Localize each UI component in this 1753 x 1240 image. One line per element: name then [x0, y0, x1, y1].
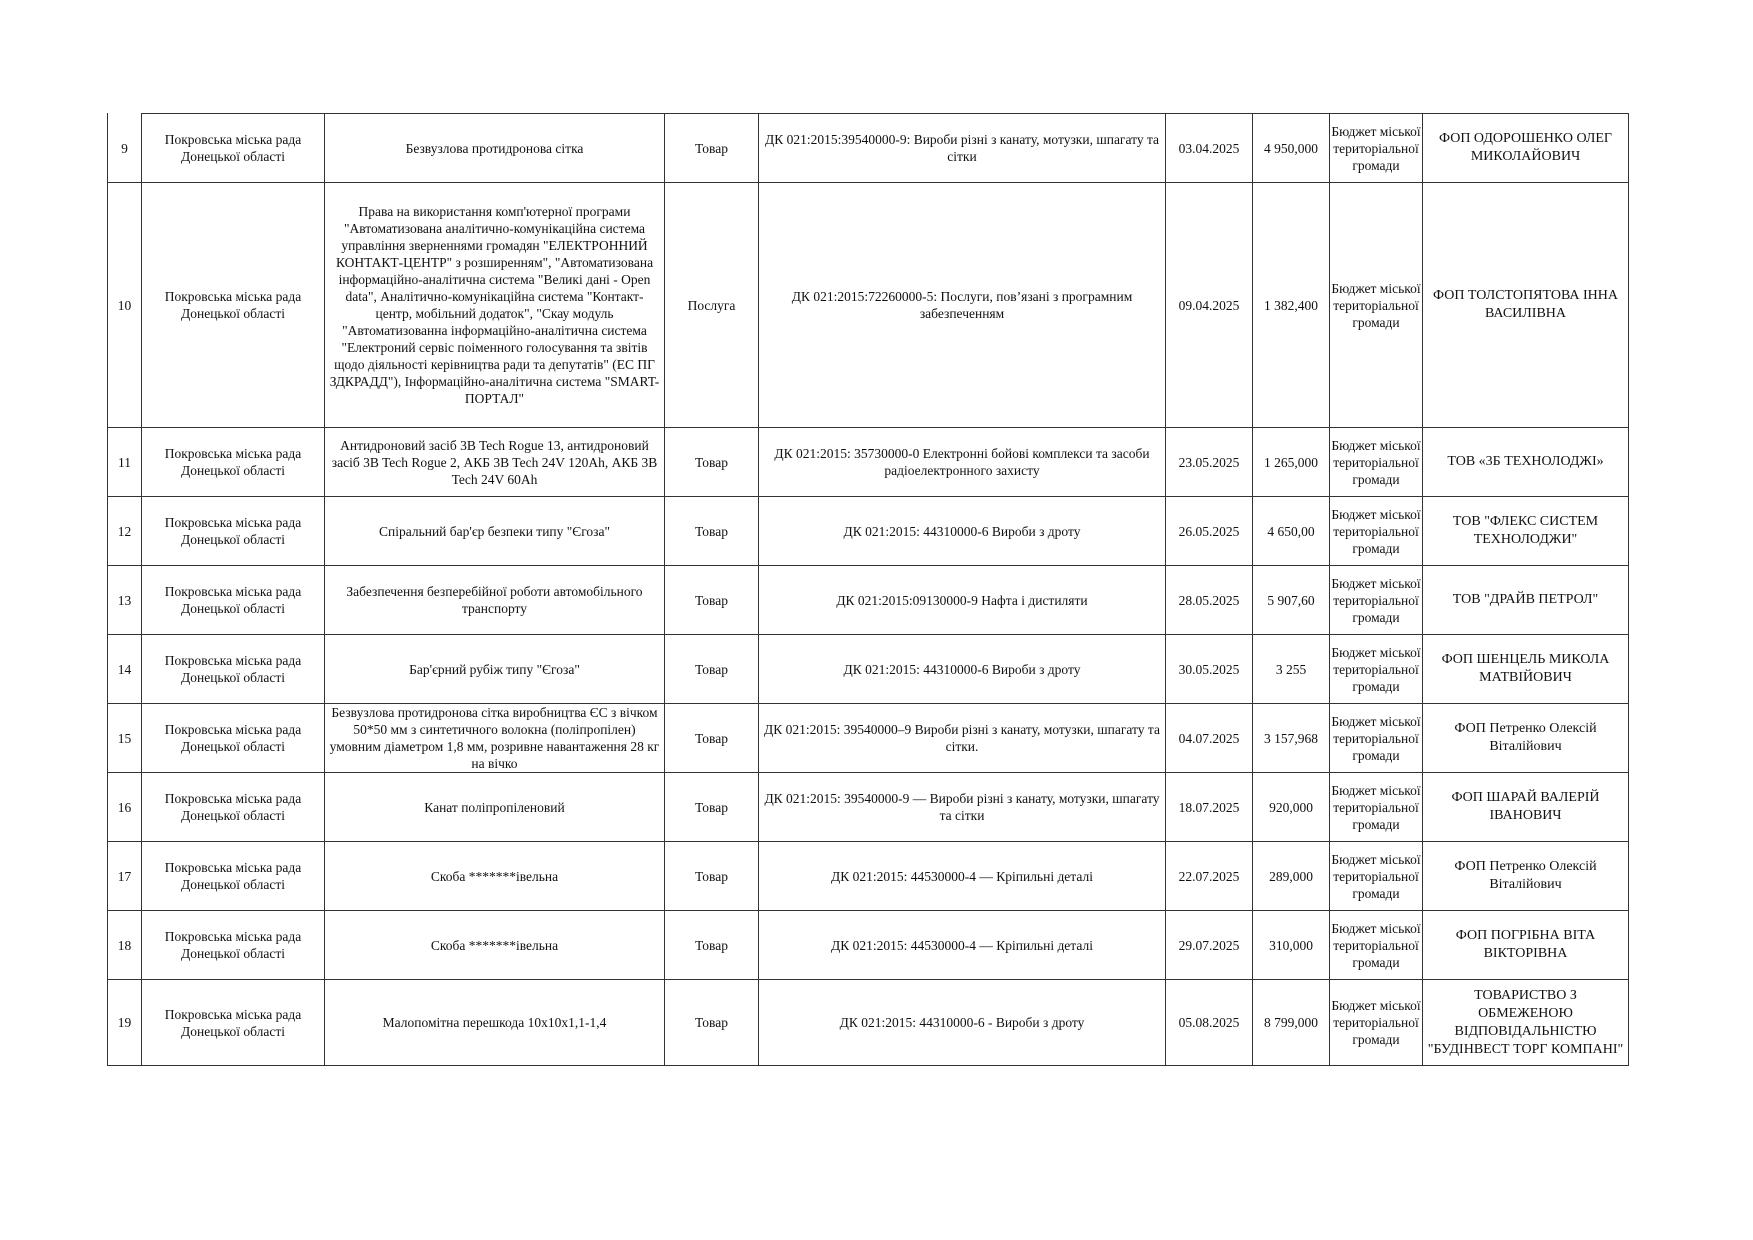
amount-cell: 3 255 [1253, 635, 1330, 704]
row-number: 19 [108, 980, 142, 1066]
funding-source-cell: Бюджет міської територіальної громади [1330, 980, 1423, 1066]
subject-cell: Малопомітна перешкода 10х10х1,1-1,4 [325, 980, 665, 1066]
table-row [108, 428, 1629, 497]
type-cell: Товар [665, 428, 759, 497]
customer-cell: Покровська міська рада Донецької області [142, 497, 325, 566]
customer-cell: Покровська міська рада Донецької області [142, 566, 325, 635]
customer-cell: Покровська міська рада Донецької області [142, 114, 325, 183]
amount-cell: 920,000 [1253, 773, 1330, 842]
amount-cell: 1 265,000 [1253, 428, 1330, 497]
date-cell: 29.07.2025 [1166, 911, 1253, 980]
supplier-cell: ТОВ "ФЛЕКС СИСТЕМ ТЕХНОЛОДЖИ" [1423, 497, 1629, 566]
row-number: 12 [108, 497, 142, 566]
table-row [108, 911, 1629, 980]
subject-cell: Права на використання комп'ютерної програми "Автоматизована аналітично-комунікаційна система управління зверненнями громадян "ЕЛЕКТРОННИЙ КОНТАКТ-ЦЕНТР" з розширенням", "Автоматизована інформаційно-аналітична система "Великі дані - Open data", Аналітично-комунікаційна система "Контакт-центр, мобільний додаток", "Скау модуль "Автоматизованна інформаційно-аналітична система "Електроний сервіс поіменного голосування та звітів щодо діяльності керівництва ради та депутатів" (ЕС ПГ ЗДКРАДД"), Інформаційно-аналітична система "SMART-ПОРТАЛ" [325, 183, 665, 428]
row-number: 15 [108, 704, 142, 773]
funding-source-cell: Бюджет міської територіальної громади [1330, 114, 1423, 183]
row-number: 18 [108, 911, 142, 980]
date-cell: 30.05.2025 [1166, 635, 1253, 704]
funding-source-cell: Бюджет міської територіальної громади [1330, 635, 1423, 704]
cpv-code-cell: ДК 021:2015: 44310000-6 - Вироби з дроту [759, 980, 1166, 1066]
date-cell: 03.04.2025 [1166, 114, 1253, 183]
table-body [108, 114, 1629, 1066]
funding-source-cell: Бюджет міської територіальної громади [1330, 704, 1423, 773]
amount-cell: 4 650,00 [1253, 497, 1330, 566]
customer-cell: Покровська міська рада Донецької області [142, 704, 325, 773]
type-cell: Товар [665, 911, 759, 980]
supplier-cell: ФОП ОДОРОШЕНКО ОЛЕГ МИКОЛАЙОВИЧ [1423, 114, 1629, 183]
subject-cell: Антидроновий засіб 3B Tech Rogue 13, антидроновий засіб 3B Tech Rogue 2, АКБ 3B Tech 24V 120Ah, АКБ 3B Tech 24V 60Ah [325, 428, 665, 497]
row-number: 11 [108, 428, 142, 497]
funding-source-cell: Бюджет міської територіальної громади [1330, 911, 1423, 980]
supplier-cell: ФОП ШЕНЦЕЛЬ МИКОЛА МАТВІЙОВИЧ [1423, 635, 1629, 704]
row-number: 16 [108, 773, 142, 842]
amount-cell: 8 799,000 [1253, 980, 1330, 1066]
subject-cell: Безвузлова протидронова сітка [325, 114, 665, 183]
date-cell: 05.08.2025 [1166, 980, 1253, 1066]
procurement-table [107, 113, 1629, 1066]
table-row [108, 635, 1629, 704]
funding-source-cell: Бюджет міської територіальної громади [1330, 773, 1423, 842]
cpv-code-cell: ДК 021:2015: 44310000-6 Вироби з дроту [759, 497, 1166, 566]
table-row [108, 497, 1629, 566]
amount-cell: 289,000 [1253, 842, 1330, 911]
subject-cell: Канат поліпропіленовий [325, 773, 665, 842]
cpv-code-cell: ДК 021:2015:72260000-5: Послуги, пов’язані з програмним забезпеченням [759, 183, 1166, 428]
amount-cell: 3 157,968 [1253, 704, 1330, 773]
supplier-cell: ТОВАРИСТВО З ОБМЕЖЕНОЮ ВІДПОВІДАЛЬНІСТЮ "БУДІНВЕСТ ТОРГ КОМПАНІ" [1423, 980, 1629, 1066]
supplier-cell: ТОВ "ДРАЙВ ПЕТРОЛ" [1423, 566, 1629, 635]
date-cell: 18.07.2025 [1166, 773, 1253, 842]
subject-cell: Забезпечення безперебійної роботи автомобільного транспорту [325, 566, 665, 635]
cpv-code-cell: ДК 021:2015: 44530000-4 — Кріпильні деталі [759, 842, 1166, 911]
date-cell: 23.05.2025 [1166, 428, 1253, 497]
table-row [108, 842, 1629, 911]
type-cell: Товар [665, 773, 759, 842]
type-cell: Товар [665, 704, 759, 773]
row-number: 9 [108, 114, 142, 183]
supplier-cell: ТОВ «3Б ТЕХНОЛОДЖІ» [1423, 428, 1629, 497]
customer-cell: Покровська міська рада Донецької області [142, 842, 325, 911]
subject-cell: Спіральний бар'єр безпеки типу "Єгоза" [325, 497, 665, 566]
customer-cell: Покровська міська рада Донецької області [142, 911, 325, 980]
amount-cell: 1 382,400 [1253, 183, 1330, 428]
customer-cell: Покровська міська рада Донецької області [142, 635, 325, 704]
amount-cell: 5 907,60 [1253, 566, 1330, 635]
row-number: 14 [108, 635, 142, 704]
amount-cell: 4 950,000 [1253, 114, 1330, 183]
funding-source-cell: Бюджет міської територіальної громади [1330, 842, 1423, 911]
amount-cell: 310,000 [1253, 911, 1330, 980]
subject-cell: Бар'єрний рубіж типу "Єгоза" [325, 635, 665, 704]
table-row [108, 704, 1629, 773]
type-cell: Товар [665, 842, 759, 911]
row-number: 10 [108, 183, 142, 428]
cpv-code-cell: ДК 021:2015:39540000-9: Вироби різні з канату, мотузки, шпагату та сітки [759, 114, 1166, 183]
cpv-code-cell: ДК 021:2015: 44310000-6 Вироби з дроту [759, 635, 1166, 704]
funding-source-cell: Бюджет міської територіальної громади [1330, 428, 1423, 497]
row-number: 17 [108, 842, 142, 911]
date-cell: 28.05.2025 [1166, 566, 1253, 635]
date-cell: 04.07.2025 [1166, 704, 1253, 773]
customer-cell: Покровська міська рада Донецької області [142, 428, 325, 497]
funding-source-cell: Бюджет міської територіальної громади [1330, 497, 1423, 566]
cpv-code-cell: ДК 021:2015: 39540000–9 Вироби різні з канату, мотузки, шпагату та сітки. [759, 704, 1166, 773]
subject-cell: Скоба *******івельна [325, 911, 665, 980]
type-cell: Товар [665, 566, 759, 635]
type-cell: Товар [665, 980, 759, 1066]
customer-cell: Покровська міська рада Донецької області [142, 980, 325, 1066]
cpv-code-cell: ДК 021:2015: 44530000-4 — Кріпильні деталі [759, 911, 1166, 980]
table-row [108, 980, 1629, 1066]
table-row [108, 114, 1629, 183]
supplier-cell: ФОП ТОЛСТОПЯТОВА ІННА ВАСИЛІВНА [1423, 183, 1629, 428]
date-cell: 26.05.2025 [1166, 497, 1253, 566]
customer-cell: Покровська міська рада Донецької області [142, 183, 325, 428]
funding-source-cell: Бюджет міської територіальної громади [1330, 566, 1423, 635]
type-cell: Товар [665, 635, 759, 704]
type-cell: Товар [665, 497, 759, 566]
date-cell: 09.04.2025 [1166, 183, 1253, 428]
type-cell: Товар [665, 114, 759, 183]
supplier-cell: ФОП ШАРАЙ ВАЛЕРІЙ ІВАНОВИЧ [1423, 773, 1629, 842]
funding-source-cell: Бюджет міської територіальної громади [1330, 183, 1423, 428]
supplier-cell: ФОП Петренко Олексій Віталійович [1423, 842, 1629, 911]
cpv-code-cell: ДК 021:2015:09130000-9 Нафта і дистиляти [759, 566, 1166, 635]
subject-cell: Безвузлова протидронова сітка виробництва ЄС з вічком 50*50 мм з синтетичного волокна (поліпропілен) умовним діаметром 1,8 мм, розривне навантаження 28 кг на вічко [325, 704, 665, 773]
subject-cell: Скоба *******івельна [325, 842, 665, 911]
cpv-code-cell: ДК 021:2015: 35730000-0 Електронні бойові комплекси та засоби радіоелектронного захисту [759, 428, 1166, 497]
table-row [108, 773, 1629, 842]
customer-cell: Покровська міська рада Донецької області [142, 773, 325, 842]
table-row [108, 566, 1629, 635]
type-cell: Послуга [665, 183, 759, 428]
cpv-code-cell: ДК 021:2015: 39540000-9 — Вироби різні з канату, мотузки, шпагату та сітки [759, 773, 1166, 842]
supplier-cell: ФОП Петренко Олексій Віталійович [1423, 704, 1629, 773]
date-cell: 22.07.2025 [1166, 842, 1253, 911]
supplier-cell: ФОП ПОГРІБНА ВІТА ВІКТОРІВНА [1423, 911, 1629, 980]
table-row [108, 183, 1629, 428]
row-number: 13 [108, 566, 142, 635]
